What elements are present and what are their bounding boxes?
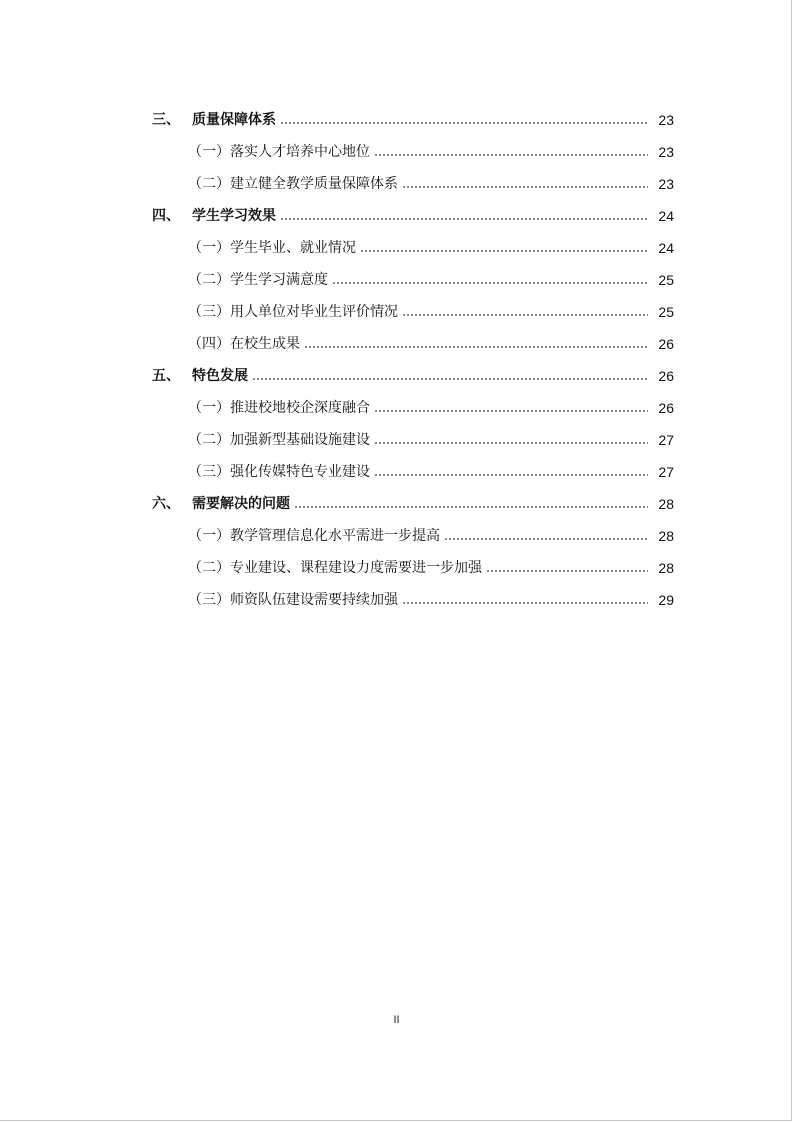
toc-entry-title: （三）强化传媒特色专业建设 (188, 464, 370, 480)
toc-leader-dots (294, 501, 648, 513)
toc-entry[interactable] (152, 552, 674, 584)
toc-entry-title: （二）建立健全教学质量保障体系 (188, 176, 398, 192)
toc-entry[interactable] (152, 296, 674, 328)
toc-entry[interactable] (152, 392, 674, 424)
toc-entry-title: （一）学生毕业、就业情况 (188, 240, 356, 256)
toc-entry-page: 23 (658, 176, 674, 192)
toc-entry-page: 28 (658, 560, 674, 576)
toc-entry-page: 29 (658, 592, 674, 608)
toc-entry-title: （四）在校生成果 (188, 336, 300, 352)
toc-entry-title: （三）用人单位对毕业生评价情况 (188, 304, 398, 320)
toc-entry-title: （二）专业建设、课程建设力度需要进一步加强 (188, 560, 482, 576)
toc-leader-dots (402, 309, 648, 321)
toc-entry-page: 25 (658, 304, 674, 320)
toc-entry-page: 28 (658, 496, 674, 512)
toc-entry[interactable] (152, 200, 674, 232)
toc-entry[interactable] (152, 104, 674, 136)
toc-entry-number: 三、 (152, 112, 180, 128)
toc-leader-dots (402, 597, 648, 609)
toc-entry-number: 五、 (152, 368, 180, 384)
toc-leader-dots (360, 245, 648, 257)
toc-leader-dots (374, 437, 648, 449)
toc-entry-title: 学生学习效果 (192, 208, 276, 224)
toc-entry-title: （三）师资队伍建设需要持续加强 (188, 592, 398, 608)
toc-leader-dots (444, 533, 648, 545)
toc-entry[interactable] (152, 488, 674, 520)
toc-entry[interactable] (152, 136, 674, 168)
toc-entry-page: 27 (658, 432, 674, 448)
toc-entry-title: （二）加强新型基础设施建设 (188, 432, 370, 448)
toc-leader-dots (374, 469, 648, 481)
toc-leader-dots (252, 373, 648, 385)
toc-leader-dots (280, 213, 648, 225)
toc-entry[interactable] (152, 328, 674, 360)
toc-entry[interactable] (152, 584, 674, 616)
toc-leader-dots (374, 405, 648, 417)
toc-leader-dots (304, 341, 648, 353)
toc-entry-page: 23 (658, 144, 674, 160)
toc-entry-title: （一）推进校地校企深度融合 (188, 400, 370, 416)
toc-entry[interactable] (152, 424, 674, 456)
toc-entry-page: 28 (658, 528, 674, 544)
toc-entry[interactable] (152, 456, 674, 488)
toc-entry-page: 26 (658, 368, 674, 384)
toc-leader-dots (486, 565, 648, 577)
table-of-contents (152, 104, 674, 616)
toc-entry-page: 24 (658, 208, 674, 224)
toc-entry-title: （二）学生学习满意度 (188, 272, 328, 288)
toc-entry-page: 23 (658, 112, 674, 128)
toc-leader-dots (374, 149, 648, 161)
toc-entry-page: 26 (658, 400, 674, 416)
toc-entry-page: 24 (658, 240, 674, 256)
toc-entry-page: 27 (658, 464, 674, 480)
toc-entry-title: 特色发展 (192, 368, 248, 384)
toc-entry[interactable] (152, 520, 674, 552)
toc-entry-page: 26 (658, 336, 674, 352)
toc-entry-title: 需要解决的问题 (192, 496, 290, 512)
toc-entry-number: 六、 (152, 496, 180, 512)
toc-entry[interactable] (152, 232, 674, 264)
toc-entry[interactable] (152, 168, 674, 200)
toc-entry[interactable] (152, 360, 674, 392)
toc-entry-title: 质量保障体系 (192, 112, 276, 128)
toc-leader-dots (280, 117, 648, 129)
toc-leader-dots (402, 181, 648, 193)
toc-leader-dots (332, 277, 648, 289)
toc-entry-number: 四、 (152, 208, 180, 224)
footer-page-number: II (393, 1014, 400, 1026)
toc-entry[interactable] (152, 264, 674, 296)
toc-entry-title: （一）落实人才培养中心地位 (188, 144, 370, 160)
toc-entry-title: （一）教学管理信息化水平需进一步提高 (188, 528, 440, 544)
toc-entry-page: 25 (658, 272, 674, 288)
